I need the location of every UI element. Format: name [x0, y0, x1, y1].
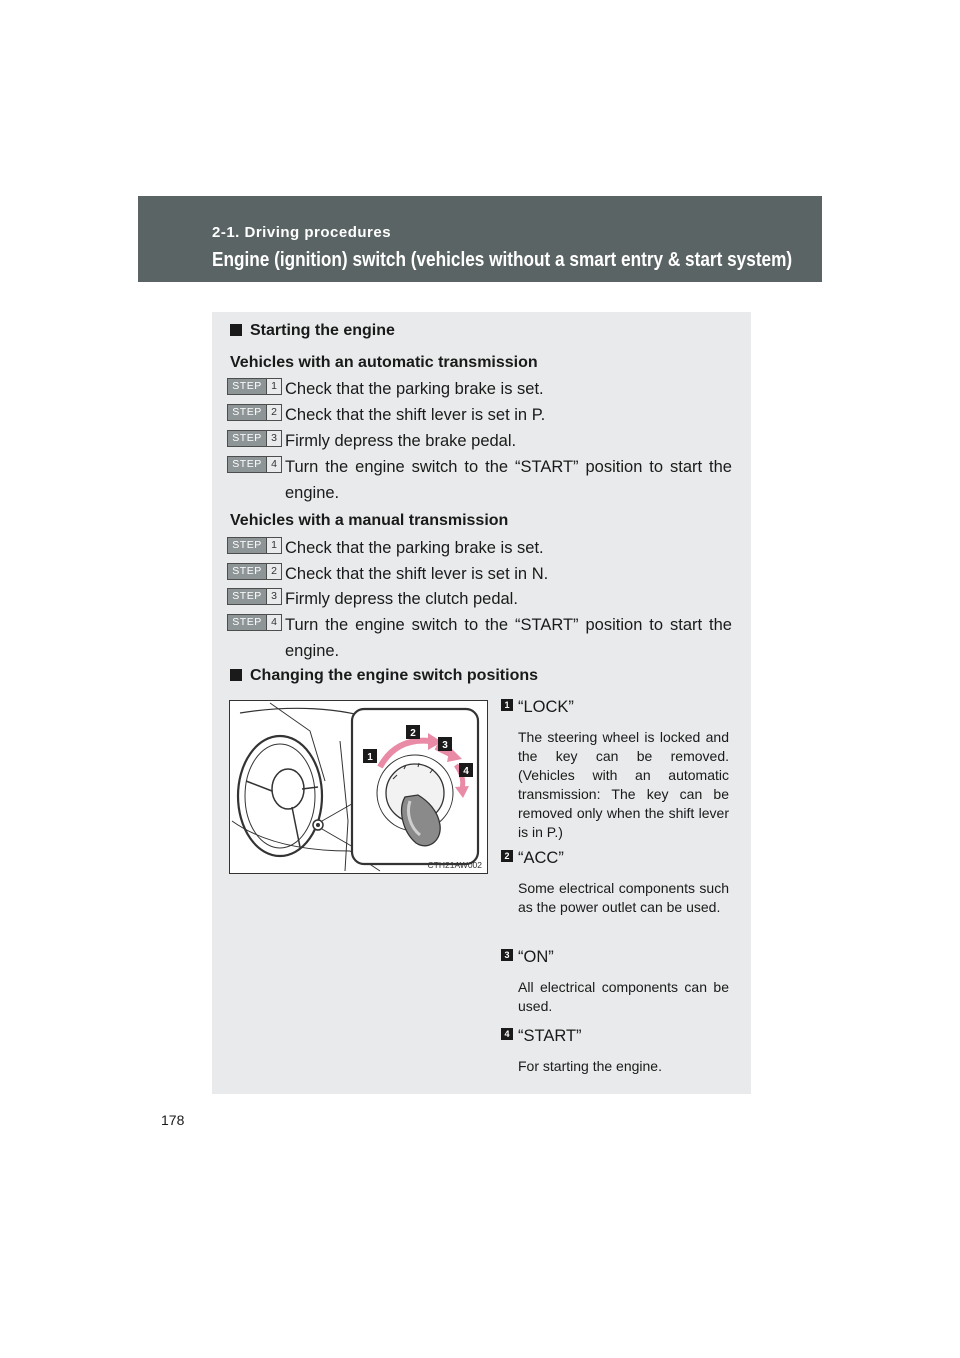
- auto-step-4: [227, 454, 732, 506]
- manual-step-2: [227, 561, 732, 587]
- position-description: The steering wheel is locked and the key can be removed. (Vehicles with an automatic transmission: The key can be removed only when the shift lever is in P.): [518, 729, 729, 840]
- page-number: 178: [161, 1112, 185, 1128]
- number-1-icon: 1: [501, 699, 513, 711]
- section-label: 2-1. Driving procedures: [212, 224, 392, 241]
- automatic-heading: Vehicles with an automatic transmission: [230, 354, 538, 371]
- auto-step-3: [227, 428, 732, 454]
- position-start: [501, 1025, 729, 1076]
- position-description: All electrical components can be used.: [518, 979, 729, 1014]
- step-text: Check that the shift lever is set in N.: [285, 565, 549, 583]
- auto-step-1: [227, 376, 732, 402]
- step-text: Turn the engine switch to the “START” position to start the engine.: [285, 616, 732, 660]
- step-text: Check that the parking brake is set.: [285, 539, 544, 557]
- position-on: [501, 946, 729, 1016]
- auto-step-2: [227, 402, 732, 428]
- step-badge: STEP 3: [227, 430, 282, 447]
- figure-callout-1: 1: [367, 752, 373, 763]
- step-text: Firmly depress the brake pedal.: [285, 432, 517, 450]
- step-text: Turn the engine switch to the “START” position to start the engine.: [285, 458, 732, 502]
- dashboard-drawing: [230, 701, 487, 873]
- content-panel: [212, 312, 751, 1094]
- position-label: “ON”: [518, 948, 554, 966]
- bullet-square-icon: [230, 669, 242, 681]
- step-text: Check that the parking brake is set.: [285, 380, 544, 398]
- number-3-icon: 3: [501, 949, 513, 961]
- ignition-switch-illustration: [229, 700, 488, 874]
- step-badge: STEP 1: [227, 537, 282, 554]
- position-label: “LOCK”: [518, 698, 574, 716]
- position-description: For starting the engine.: [518, 1058, 662, 1074]
- position-description: Some electrical components such as the power outlet can be used.: [518, 880, 729, 915]
- step-badge: STEP 4: [227, 456, 282, 473]
- position-label: “ACC”: [518, 849, 564, 867]
- step-badge: STEP 2: [227, 563, 282, 580]
- figure-code: CTH21AW002: [427, 860, 482, 870]
- step-badge: STEP 2: [227, 404, 282, 421]
- manual-step-4: [227, 612, 732, 664]
- manual-heading: Vehicles with a manual transmission: [230, 512, 509, 529]
- figure-callout-2: 2: [410, 728, 416, 739]
- manual-step-1: [227, 535, 732, 561]
- position-lock: [501, 696, 729, 842]
- step-badge: STEP 3: [227, 588, 282, 605]
- step-text: Check that the shift lever is set in P.: [285, 406, 546, 424]
- starting-heading: Starting the engine: [230, 322, 395, 340]
- section-header: [138, 196, 822, 282]
- step-badge: STEP 1: [227, 378, 282, 395]
- number-2-icon: 2: [501, 850, 513, 862]
- position-acc: [501, 847, 729, 917]
- number-4-icon: 4: [501, 1028, 513, 1040]
- bullet-square-icon: [230, 324, 242, 336]
- figure-callout-4: 4: [463, 766, 469, 777]
- figure-callout-3: 3: [442, 740, 448, 751]
- page-title: Engine (ignition) switch (vehicles without a smart entry & start system): [212, 249, 793, 271]
- changing-heading: Changing the engine switch positions: [230, 667, 538, 685]
- step-text: Firmly depress the clutch pedal.: [285, 590, 518, 608]
- position-label: “START”: [518, 1027, 582, 1045]
- manual-step-3: [227, 586, 732, 612]
- step-badge: STEP 4: [227, 614, 282, 631]
